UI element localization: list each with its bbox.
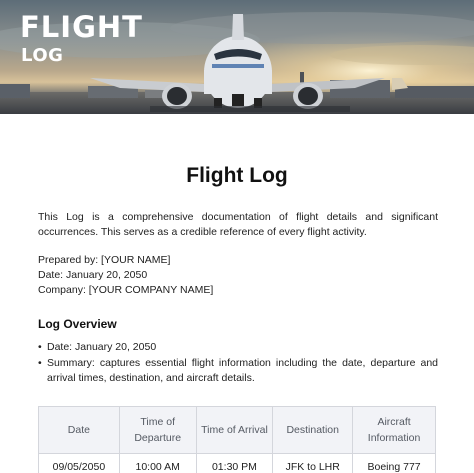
- date-line: Date: January 20, 2050: [38, 269, 148, 281]
- table-header-row: [39, 407, 436, 454]
- flight-log-table: [38, 406, 436, 473]
- document-title: Flight Log: [186, 164, 288, 187]
- intro-paragraph: This Log is a comprehensive documentation of flight details and significant occurrences. This serves as a credible reference of every flight activity.: [38, 211, 438, 238]
- header-banner: [0, 0, 474, 114]
- column-header-destination: Destination: [273, 407, 353, 454]
- overview-bullet-list: [38, 340, 438, 386]
- cell-destination: JFK to LHR: [273, 454, 353, 473]
- company-line: Company: [YOUR COMPANY NAME]: [38, 284, 214, 296]
- table-row: [39, 454, 436, 473]
- cell-departure: 10:00 AM: [119, 454, 196, 473]
- cell-arrival: 01:30 PM: [196, 454, 273, 473]
- overview-bullet-date: • Date: January 20, 2050: [38, 340, 438, 355]
- column-header-arrival: Time of Arrival: [196, 407, 273, 454]
- prepared-by-line: Prepared by: [YOUR NAME]: [38, 254, 171, 266]
- cell-aircraft: Boeing 777: [353, 454, 436, 473]
- overview-bullet-summary: • Summary: captures essential flight information including the date, departure and arrival times, destination, and aircraft details.: [38, 356, 438, 386]
- banner-subtitle: LOG: [21, 45, 64, 66]
- column-header-date: Date: [39, 407, 120, 454]
- column-header-departure: Time of Departure: [119, 407, 196, 454]
- column-header-aircraft: Aircraft Information: [353, 407, 436, 454]
- cell-date: 09/05/2050: [39, 454, 120, 473]
- banner-title: FLIGHT: [20, 10, 143, 44]
- log-overview-heading: Log Overview: [38, 317, 117, 331]
